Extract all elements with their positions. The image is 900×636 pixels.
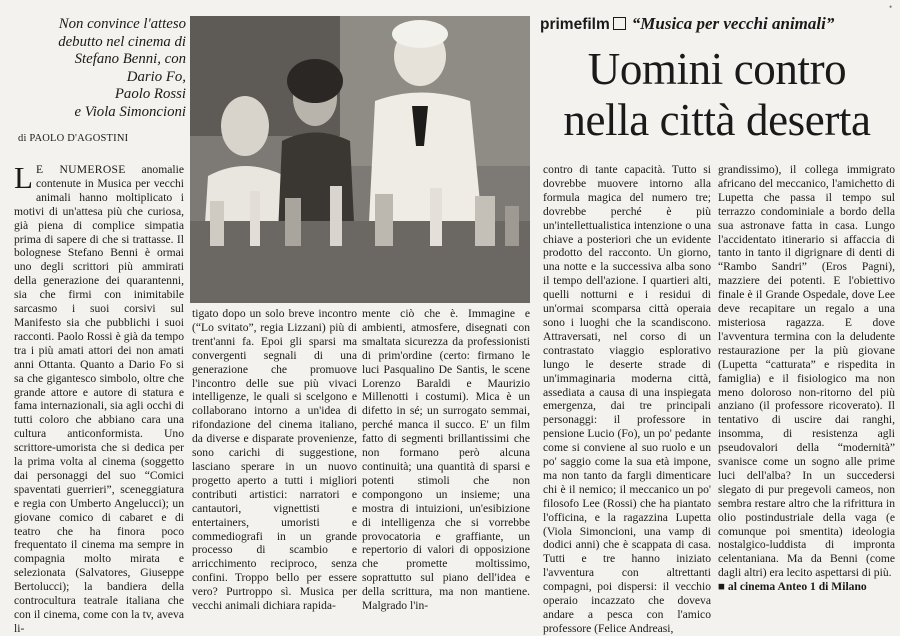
section-rubric: primefilm (540, 16, 610, 33)
column-text: grandissimo), il collega immigrato africano del meccanico, l'amichetto di Lupetta che passa il tempo sul terrazzo condominiale a bordo della sua astronave fatta in casa. Lungo l'accidentato itinerario si affaccia di tanto in tanto il digrignare di denti di “Rambo Sandri” (Eros Pagni), mazziere dei potenti. E l'obiettivo finale è il Grande Ospedale, dove Lee deve recapitare un regalo a una misteriosa ragazza. E dove l'avventura termina con la deludente restaurazione per la più giovane (Lupetta “catturata” e rispedita in famiglia) e il fisiologico ma non meno doloroso non-ritorno del più anziano (il professore ricoverato). Il tentativo di uscire dai ranghi, insomma, di resistenza agli pseudovalori della “modernità” svanisce come un sogno alle prime luci dell'alba? In un succedersi slegato di pur pregevoli cameos, non sembra restare altro che la rifrittura in olio postindustriale della vaga (e comunque poi smentita) ideologia nostalgico-luddista di impronta celentaniana. Ma da Benni (come dagli altri) era lecito aspettarsi di più. (718, 163, 895, 580)
section-kicker (540, 14, 834, 34)
film-title: “Musica per vecchi animali” (631, 14, 835, 33)
deck-line: Paolo Rossi (114, 86, 186, 102)
deck-line: Dario Fo, (126, 68, 186, 85)
column-text: contro di tante capacità. Tutto si dovrebbe muovere intorno alla formula magica del numero tre; dovrebbe perché è più un'intellettualistica intenzione o una chiave a posteriori che un evidente prodotto del racconto. Un giorno, una notte e la successiva alba sono il tempo dell'azione. I quartieri alti, quelli notturni e i residui di un'ormai scomparsa città operaia sono i luoghi che la scandiscono. Attraversati, nel corso di un contrastato viaggio esplorativo lungo le deserte strade di un'immaginaria moderna città, assediata a causa di una inspiegata emergenza, dai tre principali personaggi: il professore in pensione Lucio (Fo), un po' pedante come si conviene al suo ruolo e un po' saggio come la sua età impone, ma non tanto da fargli dimenticare chi è il nemico; il meccanico un po' filosofo Lee (Rossi) che ha piantato l'officina, e la ragazzina Lupetta (Viola Simoncioni, una vamp di dodici anni) che è scappata di casa. Tutti e tre hanno iniziato l'avventura con altrettanti compagni, poi dispersi: il vecchio operaio incazzato che doveva andare a pesca con l'amico professore (Felice Andreasi, (543, 163, 711, 635)
film-still-photo (190, 16, 530, 303)
headline (542, 44, 892, 146)
article-column-4 (543, 163, 711, 635)
column-text: anomalie contenute in Musica per vecchi animali hanno moltiplicato i motivi di un'attesa più che curiosa, già piena di complice simpatia prima di sapere di che si trattasse. Il bolognese Stefano Benni è ormai uno degli scrittori più ammirati della generazione dei quarantenni, sia che firmi con inimitabile sarcasmo i suoi corsivi sul Manifesto sia che pubblichi i suoi racconti. Paolo Rossi è già da tempo tra i più amati attori dei non amati anni Ottanta. Quanto a Dario Fo si sa che gigantesco simbolo, oltre che grande attore e autore di statura e fama internazionali, sia agli occhi di tutti coloro che abbiano cara una cultura anticonformista. Uno scrittore-umorista che si dedica per la prima volta al cinema (soggetto dai personaggi del suo “Comici spaventati guerrieri”, sceneggiatura e regia con Umberto Angelucci); un giovane comico di cabaret e di teatro che ha finora poco frequentato il cinema ma sempre in compagnia molto mirata e selezionata (Salvatores, Giuseppe Bertolucci); la bandiera della controcultura teatrale italiana che con il cinema, come con la tv, aveva li- (14, 163, 184, 635)
article-column-2 (192, 307, 357, 613)
article-column-3 (362, 307, 530, 613)
deck (14, 16, 186, 121)
article-column-1 (14, 160, 184, 635)
deck-line: Stefano Benni, con (74, 51, 186, 67)
column-text: tigato dopo un solo breve incontro (“Lo svitato”, regia Lizzani) più di trent'anni fa. Epoi gli sparsi ma convergenti segnali di una generazione che promuove l'incontro delle sue più vivaci intelligenze, le quali si scelgono e collaborano intorno a un'idea di rifondazione del cinema italiano, da diverse e disparate provenienze, sono carichi di suggestione, lasciano sperare in un nuovo progetto aperto a tutti i migliori contributi artistici: narratori e cantautori, vignettisti e entertainers, umoristi e commediografi in un grande processo di scambio e arricchimento reciproco, senza confini. Troppo bello per essere vero? Purtroppo sì. Musica per vecchi animali dichiara rapida- (192, 307, 357, 613)
deck-line: Non convince l'atteso (58, 16, 186, 32)
lead-caps: E NUMEROSE (35, 163, 126, 176)
byline: di PAOLO D'AGOSTINI (18, 133, 129, 144)
article-column-5 (718, 163, 895, 594)
deck-line: e Viola Simoncioni (74, 103, 186, 120)
film-still-illustration (190, 16, 530, 303)
headline-line: nella città deserta (563, 95, 871, 145)
drop-cap: L (14, 160, 33, 195)
screening-note: ■ al cinema Anteo 1 di Milano (718, 580, 867, 594)
square-bullet-icon (613, 17, 626, 30)
headline-line: Uomini contro (587, 44, 847, 94)
column-text: mente ciò che è. Immagine e ambienti, atmosfere, disegnati con smaltata sicurezza da professionisti di prim'ordine (certo: firmano le luci Pasqualino De Santis, le scene Lorenzo Baraldi e Maurizio Millenotti i costumi). Mica è un difetto in sé; un surrogato semmai, perché manca il succo. E' un film fatto di segmenti brillantissimi che non formano però alcuna continuità; una quantità di sparsi e potenti stimoli che non compongono un insieme; una mostra di intuizioni, un'esibizione di intelligenza che si vorrebbe provocatoria e graffiante, un repertorio di valori di opposizione che promette moltissimo, soprattutto sul piano dell'idea e della scrittura, ma non mantiene. Malgrado l'in- (362, 307, 530, 613)
deck-line: debutto nel cinema di (58, 33, 186, 50)
corner-mark: • (889, 2, 893, 12)
